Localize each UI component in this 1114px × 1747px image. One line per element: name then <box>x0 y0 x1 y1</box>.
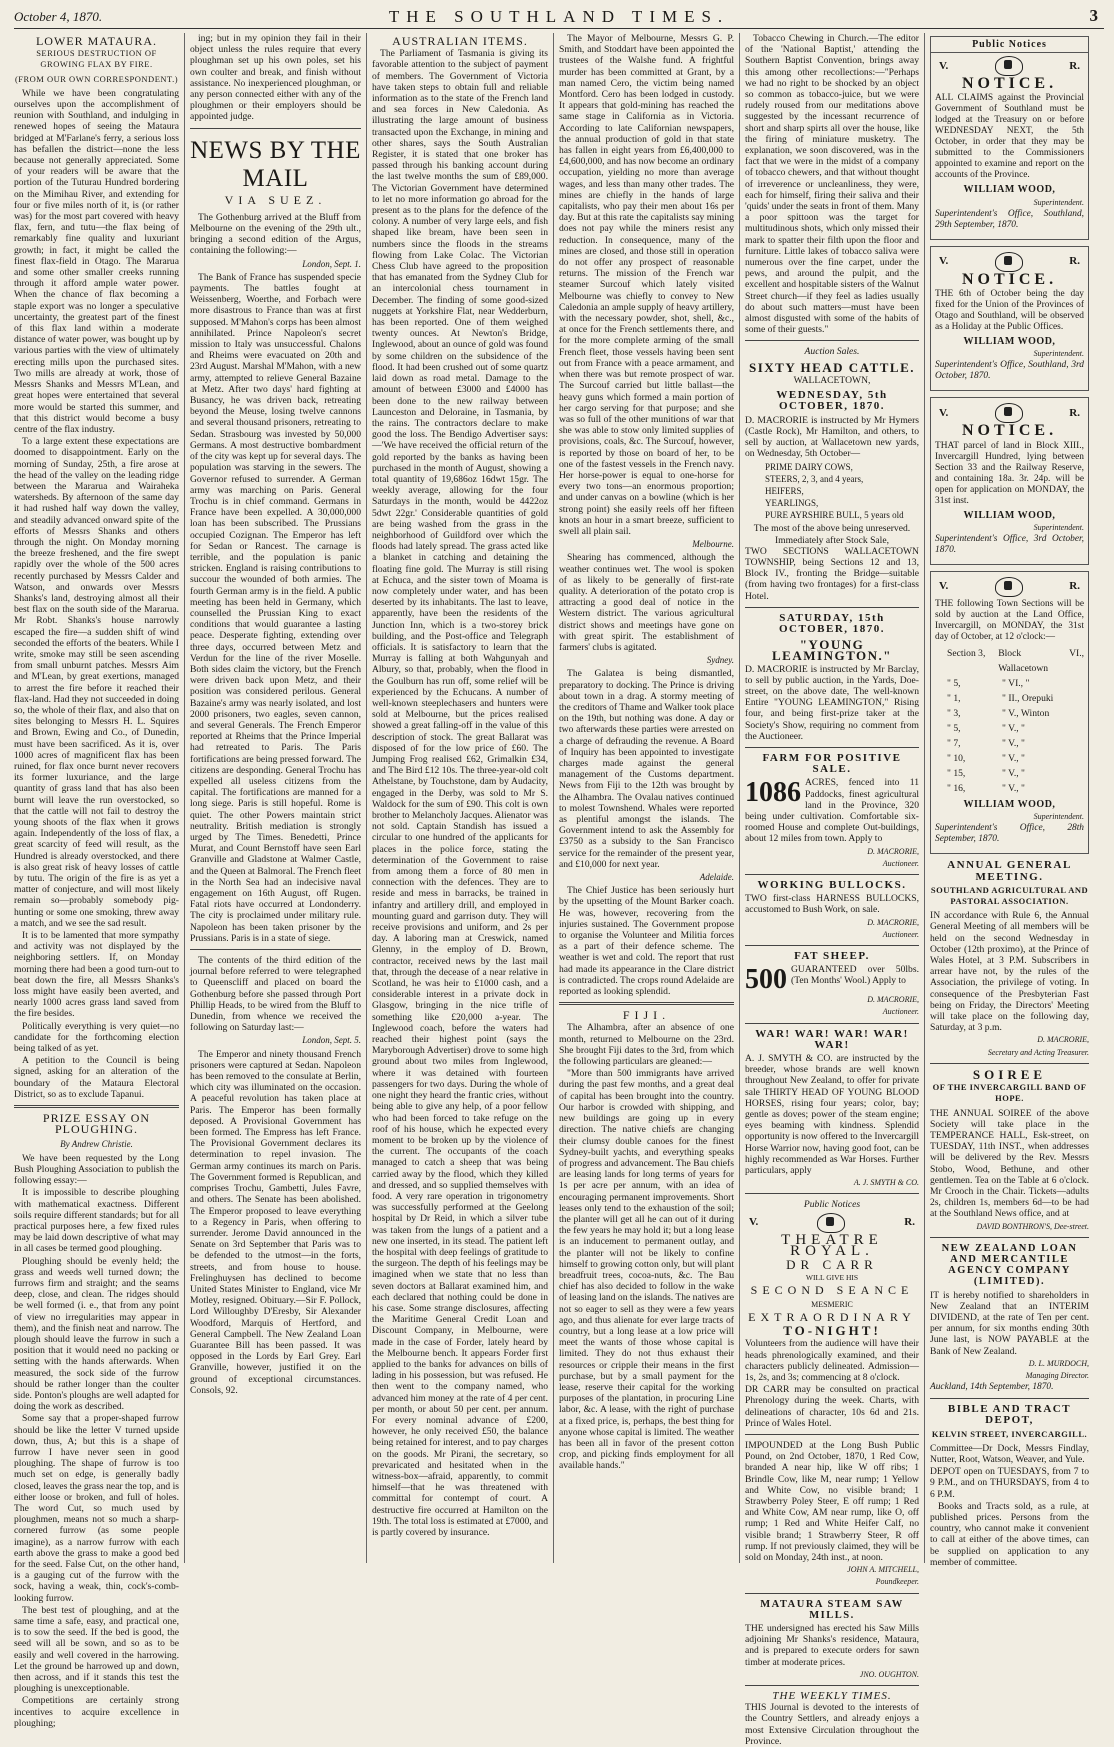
notice-signature: WILLIAM WOOD, <box>963 799 1056 811</box>
paragraph: Ploughing should be evenly held; the grass and weeds well turned down; the furrows firm and straight; and the seams deep, close, and clean. The ridges should be well formed (i. e., that from any point of view no irregularities may appear in them), and the finish neat and narrow. The plough should leave the furrow in such a position that it would need no packing or setting with the hands afterwards. When measured, the sock side of the furrow should be rather longer than the coulter side. Ponton's ploughs are well adapted for doing the work as described. <box>14 1255 179 1413</box>
paragraph: It is impossible to describe ploughing with mathematical exactness. Different soils require different standards; but for all practical purposes here, a few fixed rules may be laid down descriptive of what may in all cases be termed good ploughing. <box>14 1187 179 1255</box>
masthead <box>14 6 1104 29</box>
section-row: " 10, " V., " <box>947 753 1025 765</box>
ad-heading: SOIREE <box>972 1066 1047 1082</box>
ad-text: Books and Tracts sold, as a rule, at published prices. Persons from the country, who cannot make it convenient to call at either of the above times, can be supplied on application to any member of committee. <box>930 1500 1089 1568</box>
paragraph: Tobacco Chewing in Church.—The editor of the 'National Baptist,' attending the Southern Baptist Convention, brings away this among other recollections:—"Perhaps we had no right to be shocked by an object so common as tobacco-juice, but we were rudely roused from our meditations above suggested by the incessant recurrence of short and sharp spirts all over the house, like the firing of miniature musketry. The explanation, we soon discovered, was in the fact that we were in the midst of a company of tobacco chewers, and that without thought of irreverence or uncleanliness, they were, each for himself, firing their saliva and their 'quids' under the seats in front of them. Many a poor spittoon was the target for multitudinous shots, which only missed their mark to spatter their filth upon the floor and furniture. Little lakes of tobacco saliva were numerous over the fine carpet, under the pews, and around the pulpit, and the excellent and hospitable sisters of the Walnut Street church—if they feel as ladies usually do about such matters—must have been almost disgusted with some of the habits of some of their guests." <box>745 33 919 336</box>
ad-text: D. MACRORIE is instructed by Mr Barclay, to sell by public auction, in the Yards, Doe-street, on the above date, The well-known Entire "YOUNG LEAMINGTON," Rising four, and being first-prize taker at the Society's Show, requiring no comment from the Auctioneer. <box>745 663 919 742</box>
farm-ad <box>745 777 919 844</box>
notice-title: NOTICE. <box>961 270 1058 288</box>
dateline: Melbourne. <box>692 539 734 550</box>
ad-line: MESMERIC <box>811 1299 853 1309</box>
section-subtitle: VIA SUEZ. <box>224 192 327 207</box>
ad-place: WALLACETOWN, <box>793 374 871 386</box>
notice-signature-title: Superintendent. <box>1033 197 1084 207</box>
ad-text: DR CARR may be consulted on practical Phrenology during the week. Charts, with delineations of character, 10s 6d and 21s. Prince of Wales Hotel. <box>745 1384 919 1429</box>
ad-signature: JOHN A. MITCHELL, <box>847 1565 919 1575</box>
paragraph: While we have been congratulating ourselves upon the accomplishment of reunion with Southland, and indulging in renewed hopes of seeing the Mataura bridged at M'Farlane's ferry, a serious loss has befallen the district—none the less because not generally appreciated. Some of your readers will be aware that the portion of the Tuturau Hundred bordering on the Mimihau River, and extending for four or five miles north of it, is (or rather was) for the most part covered with heavy flax, fern, and tutu—the flax being of remarkably fine quality and luxuriant growth; in fact, it might be called the finest flax-field in Otago. The Mararua and some other smaller creeks running through it afford ample water power. When the chance of flax becoming a staple export was no longer a speculative uncertainty, the greatest part of the finest of this flax land within a moderate distance of water power, was bought up by various parties with the view of ultimately erecting mills upon the purchased sites. Two mills are already at work, those of Messrs Shanks and Messrs M'Lean, and great hopes were entertained that several more would be started this summer, and that this district would become a busy centre of the flax industry. <box>14 87 179 435</box>
lot-item: PRIME DAIRY COWS, <box>765 462 853 473</box>
ad-signature: JNO. OUGHTON. <box>859 1669 919 1679</box>
notice-box-land <box>930 397 1089 565</box>
paragraph: Politically everything is very quiet—no candidate for the forthcoming election being talked of as yet. <box>14 1020 179 1055</box>
divider <box>745 874 919 875</box>
columns <box>14 33 1104 1747</box>
divider <box>930 1398 1089 1399</box>
ad-heading: MATAURA STEAM SAW MILLS. <box>760 1598 904 1621</box>
notice-signature: WILLIAM WOOD, <box>963 336 1056 348</box>
section-label: Public Notices <box>803 1199 861 1211</box>
sheep-ad <box>745 964 919 996</box>
column-1 <box>14 33 184 1729</box>
ad-heading: ANNUAL GENERAL MEETING. <box>947 859 1072 883</box>
section-row: " 5, " V., " <box>947 723 1025 735</box>
vr-letter: R. <box>1069 406 1080 419</box>
section-row: " 5, " VI., " <box>947 678 1030 690</box>
page-number: 3 <box>1089 6 1098 25</box>
ad-heading: EXTRAORDINARY <box>748 1309 916 1324</box>
divider <box>190 949 361 950</box>
paragraph: "More than 500 immigrants have arrived during the past few months, and a great deal of capital has been brought into the country. Our harbor is crowded with shipping, and new buildings are going up in every direction. The native chiefs are changing their clumsy double canoes for the finest Sydney-built yachts, and everything speaks of progress and advancement. The Bau chiefs are leasing lands for long terms of years for 1s per acre per annum, with an idea of encouraging permanent improvements. Short leases only tend to the exhaustion of the soil; the planter will get all he can out of it during the few years he may hold it; but a long lease is an inducement to permanent outlay, and the planter will not be likely to confine himself to growing cotton only, but will plant breadfruit trees, cocoa-nuts, &c. The Bau chief has also decided to follow in the wake of leasing land on the islands. The natives are not so eager to sell as they were a few years ago, and thus alienate for ever large tracts of country, but a long lease at a low price will meet the wants of those whose capital is limited. They do not thus exhaust their resources or cripple their means in the first purchase, but by a small payment for the lease, reserve their capital for the working purposes of the plantation, in procuring Line labor, &c. A lease, with the right of purchase at a fixed price, is, perhaps, the best thing for anyone whose capital is limited. The weather has been all in favor of the present cotton crop, and picking finds employment for all available hands." <box>559 1068 734 1472</box>
ad-text: IT is hereby notified to shareholders in New Zealand that an INTERIM DIVIDEND, at the rate of Ten per cent. per annum, for six months ending 30th June last, is NOW PAYABLE at the Bank of New Zealand. <box>930 1289 1089 1357</box>
ad-heading: DR CARR <box>786 1257 878 1273</box>
section-row: " 16, " V., " <box>947 783 1025 795</box>
ad-signature-title: Secretary and Acting Treasurer. <box>987 1047 1089 1057</box>
ad-text: TWO first-class HARNESS BULLOCKS, accustomed to Bush Work, on sale. <box>745 893 919 916</box>
column-3 <box>366 33 553 1563</box>
ad-heading: WAR! WAR! WAR! WAR! WAR! <box>755 1027 909 1051</box>
ad-text: A. J. SMYTH & CO. are instructed by the breeder, whose brands are well known throughout New Zealand, to offer for private sale THIRTY HEAD OF YOUNG BLOOD HORSES, rising four years; color, bay; gentle as doves; power of the steam engine; eyes beaming with kindness. Splendid opportunity is now offered to the Invercargill Horse Warrior now, having good foot, can be highly recommended as War Horses. Further particulars, apply <box>745 1053 919 1177</box>
paragraph: We have been requested by the Long Bush Ploughing Association to publish the following essay:— <box>14 1152 179 1187</box>
section-title: NEWS BY THE MAIL <box>190 136 361 192</box>
paragraph: The contents of the third edition of the journal before referred to were telegraphed to Queenscliff and placed on board the Gothenburg before she passed through Port Phillip Heads, to be wired from the Bluff to Dunedin, from whence we received the following on Saturday last:— <box>190 955 361 1034</box>
notice-box-sections <box>930 571 1089 854</box>
ad-heading: SIXTY HEAD CATTLE. <box>748 359 916 375</box>
ad-heading: WORKING BULLOCKS. <box>757 879 907 891</box>
royal-crest-row <box>939 252 1080 272</box>
article-heading: AUSTRALIAN ITEMS. <box>392 34 528 48</box>
lot-item: YEARLINGS, <box>765 498 819 509</box>
notice-signature-title: Superintendent. <box>1033 812 1084 822</box>
paragraph: A petition to the Council is being signed, asking for an alteration of the boundary of the Mataura Electoral District, so as to exclude Tapanui. <box>14 1055 179 1100</box>
ad-heading: BIBLE AND TRACT DEPOT, <box>947 1403 1072 1427</box>
divider <box>745 340 919 341</box>
notice-date: Superintendent's Office, 3rd October, 1870. <box>935 534 1084 556</box>
divider <box>190 128 361 129</box>
ad-signature-title: Auctioneer. <box>882 858 919 868</box>
paragraph: It is to be lamented that more sympathy and activity was not displayed by the neighboring settlers. If, on Monday morning there had been a good turn-out to beat down the fire, all Messrs Shanks's loss might have easily been averted, and nearly 1000 acres grass land saved from the fire besides. <box>14 930 179 1020</box>
ad-heading: TO-NIGHT! <box>783 1323 881 1339</box>
article-heading: LOWER MATAURA. <box>35 34 158 48</box>
ad-text: IMPOUNDED at the Long Bush Public Pound, on 2nd October, 1870, 1 Red Cow, branded A near hip, like W off ribs; 1 Brindle Cow, like M, near rump; 1 Yellow and White Cow, no visible brand; 1 Strawberry Poley Steer, E off rump; 1 Red and White Cow, AM near rump, like O, off rump; 1 Red and White Heifer Calf, no visible brand; 1 Strawberry Steer, R off rump. If not previously claimed, they will be sold on Monday, 24th inst., at noon. <box>745 1439 919 1563</box>
paragraph: The Gothenburg arrived at the Bluff from Melbourne on the evening of the 29th ult., bringing a second edition of the Argus, containing the following:— <box>190 211 361 257</box>
ad-text: THE ANNUAL SOIREE of the above Society will take place in the TEMPERANCE HALL, Esk-street, on TUESDAY, 11th INST., when addresses will be delivered by the Rev. Messrs Stobo, Wood, Bethune, and other gentlemen. Tea on the Table at 6 o'clock. Mr Crooch in the Chair. Tickets—adults 2s, children 1s, members 6d—to be had at the Southland News office, and at <box>930 1107 1089 1220</box>
paragraph: The Emperor and ninety thousand French prisoners were captured at Sedan. Napoleon has been removed to the consulate at Berlin, which city was illuminated on the occasion. A peaceful revolution has taken place at Paris. The Emperor has been formally deposed. A Provisional Government has been formed. The Empress has left France. The Provisional Government declares its determination to repel invasion. The German army continues its march on Paris. The Government formed is Republican, and comprises Trochu, Gambetti, Jules Favre, and others. The Senate has been abolished. The Emperor proposed to leave everything to a Regency in Paris, when offering to surrender. Jerome David announced in the Senate on 3rd September that Paris was to be defended to the utmost—in the forts, streets, and from house to house. Frelinghuysen has declined to become United States Minister to England, vice Mr Motley, resigned. Obituary.—Sir F. Pollock, Lord Willoughby D'Eresby, Sir Alexander Woodford, Marquis of Hertford, and General Campbell. The New Zealand Loan Guarantee Bill has been passed. It was opposed in the Lords by Earl Grey. Earl Granville, however, justified it on the ground of exceptional circumstances. Consols, 92. <box>190 1048 361 1396</box>
issue-date: October 4, 1870. <box>14 9 103 24</box>
dateline: London, Sept. 5. <box>302 1035 361 1046</box>
ad-signature: DAVID BONTHRON'S, Dee-street. <box>976 1221 1089 1231</box>
notice-text: ALL CLAIMS against the Provincial Government of Southland must be lodged at the Treasury on or before WEDNESDAY NEXT, the 5th October, in order that they may be submitted to the Commissioners appointed to examine and report on the accounts of the Province. <box>935 93 1084 181</box>
article-heading: FIJI. <box>622 1008 671 1023</box>
vr-letter: V. <box>749 1216 759 1229</box>
dateline: Adelaide. <box>699 872 734 883</box>
notice-signature-title: Superintendent. <box>1033 349 1084 359</box>
divider <box>745 1023 919 1024</box>
article-subheading: SERIOUS DESTRUCTION OF GROWING FLAX BY FIRE. <box>36 48 157 70</box>
divider <box>14 1105 179 1108</box>
column-4 <box>553 33 739 1563</box>
ad-note: Immediately after Stock Sale, <box>774 534 890 546</box>
notice-signature: WILLIAM WOOD, <box>963 184 1056 196</box>
lot-item: HEIFERS, <box>765 486 804 497</box>
royal-crest-icon <box>995 252 1023 272</box>
correspondent-line: (FROM OUR OWN CORRESPONDENT.) <box>14 73 179 84</box>
ad-signature-title: Auctioneer. <box>882 929 919 939</box>
ad-date: Auckland, 14th September, 1870. <box>930 1382 1054 1393</box>
notice-box-claims <box>930 36 1089 240</box>
paragraph: The Bank of France has suspended specie payments. The battles fought at Weissenberg, Woerthe, and Forbach were more disastrous to France than was at first supposed. M'Mahon's corps has been almost annihilated. Prince Napoleon's secret mission to Italy was unsuccessful. Chalons and Rheims were evacuated on 20th and 23rd August. Marshal M'Mahon, with a new army, attempted to relieve General Bazaine at Metz. After two days' hard fighting at Busancy, he was driven back, retreating beyond the Meuse, losing twelve cannons and several thousand prisoners, retreating to Sedan. Strasbourg was invested by 50,000 Germans. A most destructive bombardment of the city was kept up for several days. The population was starving in the sewers. The Governor refused to surrender. A German army was marching on Paris. General Trochu is in chief command. Germans in France have been expelled. A 30,000,000 loan has been subscribed. The Prussians occupied Cozignan. The Emperor has left for Sedan or Rancest. The carnage is terrible, and the population is panic stricken. England is raising contributions to succour the wounded of both armies. The fourth German army is in the field. A public meeting has been held in Germany, which counselled the Prussian King to exact conditions that would guarantee a lasting peace. Desperate fighting, extending over three days, occurred between Metz and Verdun for the line of the river Moselle. Both sides claim the victory, but the French were driven back upon Metz, and their position was considered perilous. General Bazaine's army was nearly isolated, and lost 2000 prisoners, two eagles, seven cannon, and several Generals. The French Emperor reported at Rheims that the Prince Imperial had retreated to Paris. The Paris fortifications are being pressed forward. The citizens are desponding. General Trochu has expelled all useless citizens from the capital. The fortifications are manned for a long siege. Paris is still hopeful. Rome is quiet. The other Powers maintain strict neutrality. British mediation is strongly urged by The Times. Benedetti, Prince Murat, and Count Bernstoff have seen Earl Granville and Gladstone at Walmer Castle, and the Queen at Balmoral. The French fleet in the North Sea had an indecisive naval engagement on 16th August, off Rugen. Fatal riots have occurred at Londonderry. The city is proclaimed under military rule. Napoleon has been taken prisoner by the Prussians. Paris is in a state of siege. <box>190 271 361 944</box>
ad-text: D. MACRORIE is instructed by Mr Hymers (Castle Rock), Mr Hamilton, and others, to sell by auction, at Wallacetown new yards, on Wednesday, 5th October— <box>745 414 919 460</box>
notice-date: Superintendent's Office, Southland, 29th September, 1870. <box>935 208 1084 230</box>
ad-text: IN accordance with Rule 6, the Annual General Meeting of all members will be held on the second Wednesday in October (12th proximo), at the Prince of Wales Hotel, at 3 P.M. Subscribers in arrear have not, by the rules of the Association, the privilege of voting. In consequence of the Presbyterian Fast being on Friday, the Directors' Meeting will take place on the following day, Saturday, at 3 p.m. <box>930 910 1089 1034</box>
royal-crest-icon <box>995 56 1023 76</box>
ad-signature: D. MACRORIE, <box>867 917 919 927</box>
notice-date: Superintendent's Office, Southland, 3rd October, 1870. <box>935 360 1084 382</box>
paragraph: Competitions are certainly strong incentives to acquire excellence in ploughing; <box>14 1695 179 1729</box>
paragraph: The Mayor of Melbourne, Messrs G. P. Smith, and Stoddart have been appointed the trustees of the Walshe fund. A frightful murder has been committed at Grant, by a man named Cero, the victim being named Montford. Cero has been lodged in custody. It appears that gold-mining has reached the same stage in California as in Victoria. According to late Californian newspapers, the annual production of gold in that state has fallen in eight years from £6,400,000 to £4,600,000, and has now become an ordinary occupation, yielding no more than average wages, and less than many other trades. The mines are chiefly in the hands of large capitalists, who pay their men about 16s per day. But at this rate the capitalists say mining does not pay while the miners resist any reduction. In consequence, many of the mines are closed, and those still in operation do not offer any prospect of reasonable returns. The mission of the French war steamer Surcouf which lately visited Melbourne was chiefly to convey to New Caledonia an ample supply of heavy artillery, with the necessary powder, shot, shell, &c., at once for the French settlements there, and for the more complete arming of the small French fleet, those vessels having been sent out from France with a peace armament, and when there was but remote prospect of war. The Surcouf carried but little ballast—the heavy guns which formed a main portion of her cargo serving for that purpose; and she was so full of the other munitions of war that she was able to stow only limited supplies of provisions, coals, &c. The Surcouf, however, is reported by those on board of her, to be one of the fastest vessels in the French navy. Her horse-power is equal to one-horse for every two tons—an enormous proportion; and under canvas on a bowline (which is her strong point) she easily reels off her fifteen knots an hour in a smart breeze, sufficient to swell all plain sail. <box>559 33 734 537</box>
column-6 <box>924 33 1094 1568</box>
notice-title: NOTICE. <box>961 422 1058 440</box>
ad-text: GUARANTEED over 50lbs. (Ten Months' Wool.) Apply to <box>791 964 919 987</box>
ad-text: ACRES, fenced into 11 Paddocks, finest agricultural land in the Province, 320 being under cultivation. Comfortable six-roomed House and complete Out-buildings, about 12 miles from town. Apply to <box>745 777 919 845</box>
section-row: " 7, " V., " <box>947 738 1025 750</box>
vr-letter: V. <box>939 406 949 419</box>
divider <box>930 1063 1089 1064</box>
notice-signature-title: Superintendent. <box>1033 522 1084 532</box>
divider <box>745 1685 919 1686</box>
paragraph: The best test of ploughing, and at the same time a safe, easy, and practical one, is to sow the seed. If the bed is good, the seed will all be sown, and so as to be easily and well covered in the harrowing. Let the ground be harrowed up and down, then across, and if it stands this test the ploughing is unexceptionable. <box>14 1604 179 1695</box>
notice-box-holiday <box>930 246 1089 392</box>
royal-crest-row <box>749 1213 915 1233</box>
section-row: " 3, " V., Winton <box>947 708 1050 720</box>
ad-text: DEPOT open on TUESDAYS, from 7 to 9 P.M., and on THURSDAYS, from 4 to 6 P.M. <box>930 1466 1089 1500</box>
divider <box>745 1593 919 1594</box>
ad-signature: D. L. MURDOCH, <box>1028 1358 1089 1368</box>
ad-heading: THE WEEKLY TIMES. <box>772 1689 892 1702</box>
paragraph: The Alhambra, after an absence of one month, returned to Melbourne on the 23rd. She brought Fiji dates to the 3rd, from which the following particulars are gleaned:— <box>559 1022 734 1068</box>
royal-crest-row <box>939 56 1080 76</box>
lot-list <box>765 461 919 521</box>
ad-text: THE undersigned has erected his Saw Mills adjoining Mr Shanks's residence, Mataura, and is prepared to execute orders for sawn timber at moderate prices. <box>745 1622 919 1668</box>
paragraph: ing; but in my opinion they fail in their object unless the rules require that every ploughman set up his own poles, set his own coulter and break, and finish without assistance. No inexperienced ploughman, or any person connected either with any of the ploughmen or their employers should be appointed judge. <box>190 33 361 123</box>
royal-crest-icon <box>817 1213 845 1233</box>
vr-letter: V. <box>939 580 949 593</box>
paragraph: The Parliament of Tasmania is giving its favorable attention to the subject of payment of members. The Government of Victoria have taken steps to obtain full and reliable information as to the state of the French land and sea forces in New Caledonia. As illustrating the large amount of business transacted upon the Exchange, in mining and other shares, says the South Australian Register, it is stated that one broker has passed through his banking account during the last twelve months the sum of £89,000. The Victorian Government have determined to let no more information go abroad for the present as to the plans for the defence of the colony. A number of very large eels, and fish shaped like bream, have been seen in numbers since the floods in the streams flowing from Lake Colac. The Victorian Chess Club have agreed to the proposition that has emanated from the Sydney Club for an intercolonial chess tournament in December. The finding of some good-sized nuggets at Yorkshire Flat, near Wedderburn, has been reported. One of them weighed twenty ounces. At Newton's Bridge, Inglewood, about an ounce of gold was found by some children on the subsidence of the flood. It had been crushed out of some quartz laid down as road metal. Damage to the amount of between £3000 and £4000 has been done to the new railway between Launceston and Deloraine, in Tasmania, by the rains. The contractors declare to make good the loss. The Bendigo Advertiser says:—'We have received the official return of the gold reported by the banks as having been purchased in the month of August, showing a total quantity of 19,686oz 16dwt 15gr. The weekly average, allowing for the four Saturdays in the month, would be 4422oz 5dwt 22gr.' Considerable quantities of gold are being washed from the grass in the neighborhood of Guildford over which the floods had lately spread. The grass acted like a blanket in catching and detaining the floating fine gold. The Murray is still rising at Echuca, and the sister town of Moama is now completely under water, and has been deserted by its inhabitants. The last to leave, apparently, have been the residents of the Junction Inn, which is a two-storey brick building, and the Post-office and Telegraph officials. It is satisfactory to learn that the Murray is falling at both Wahgunyah and Albury, so that, probably, when the flood in the Goulburn has run off, some relief will be experienced by the Echucans. A number of well-known steeplechasers and hunters were sold at Melbourne, but the prices realised showed a great falling-off in the value of this description of stock. The great Ballarat was disposed of for the low price of £60. The Jumping Frog realised £62, Grimalkin £34, and The Bird £12 10s. The three-year-old colt Athelstane, by Touchstone, dam by Audacity, engaged in the Derby, was sold to Mr S. Waldock for the sum of £90. This colt is own brother to Melancholy Jacques. Alienator was not sold. Captain Standish has issued a circular to one hundred of the applicants for places in the police force, stating the determination of the Government to raise from among them a force of 80 men in connection with the defences. They are to reside and mess in barracks, be trained in infantry and artillery drill, and employed in mounting guard and garrison duty. They will receive provisions and uniform, and 2s per day. A laboring man at Creswick, named Glenny, in the employ of D. Brown, contractor, received news by the last mail that, through the decease of a near relative in Scotland, he was heir to £1000 cash, and a considerable interest in a private dock in Glasgow, bringing in the nice trifle of something like £20,000 a-year. The Inglewood coach, before the waters had reached their highest point (says the Maryborough Advertiser) drove to some high ground about two miles from Inglewood, where it was detained with fourteen passengers for two days. During the whole of one night they heard the frantic cries, without being able to give any help, of a poor fellow who had been forced to take refuge on the roof of his house, which he expected every moment to be broken up by the violence of the current. The occupants of the coach managed to catch a sheep that was being carried away by the flood, which they killed and dressed, and so supplied themselves with food. A very rare operation in trigonometry was successfully performed at the Geelong hospital by Dr Reid, in which a silver tube was taken from the lungs of a patient and a new one inserted, in its stead. The patient left the hospital with deep feelings of gratitude to the surgeon. The depth of his feelings may be imagined when we state that no less than seven doctors at Ballarat examined him, and each declared that nothing could be done in his case. Some strange disclosures, affecting the Maritime General Credit Loan and Discount Company, in Melbourne, were made in the case of Forder, lately heard by the Melbourne bench. It appears Forder first applied to the banks for advances on bills of lading in his possession, but was refused. He then went to the company named, who advanced him money at the rate of 4 per cent. per month, or about 50 per cent. per annum. For every nominal advance of £200, however, he only received £50, the balance being retained for interest, and to pay charges on the goods. Mr Pirani, the secretary, so prevaricated and hesitated when in the witness-box—afraid, apparently, to commit himself—that he was threatened with committal for contempt of court. A destructive fire occurred at Hamilton on the 19th. The total loss is estimated at £7000, and is partly covered by insurance. <box>372 48 548 1539</box>
ad-date: SATURDAY, 15th OCTOBER, 1870. <box>778 611 886 635</box>
ad-signature: D. MACRORIE, <box>867 846 919 856</box>
ad-date: WEDNESDAY, 5th OCTOBER, 1870. <box>776 389 888 413</box>
vr-letter: R. <box>904 1216 915 1229</box>
vr-letter: V. <box>939 59 949 72</box>
divider <box>930 1237 1089 1238</box>
ad-signature: A. J. SMYTH & CO. <box>853 1178 919 1188</box>
ad-signature: D. MACRORIE, <box>867 995 919 1005</box>
paragraph: Shearing has commenced, although the weather continues wet. The wool is spoken of as likely to be generally of first-rate quality. A deterioration of the potato crop is attracting a good deal of notice in the Western district. The various agricultural district shows and meetings have gone on with great spirit. The establishment of farmers' clubs is agitated. <box>559 552 734 653</box>
lot-item: STEERS, 2, 3, and 4 years, <box>765 474 864 485</box>
ad-subheading: SOUTHLAND AGRICULTURAL AND PASTORAL ASSOCIATION. <box>930 884 1089 907</box>
ad-signature-title: Auctioneer. <box>882 1007 919 1017</box>
divider <box>745 747 919 748</box>
ad-heading: SECOND SEANCE <box>750 1283 914 1298</box>
dateline: Sydney. <box>706 655 734 666</box>
divider <box>745 607 919 608</box>
divider <box>745 1193 919 1194</box>
paragraph: The Galatea is being dismantled, preparatory to docking. The Prince is driving about town in a drag. A stormy meeting of the creditors of Thame and Walker took place on the 19th, but nothing was done. A day or two afterwards these parties were arrested on a charge of defrauding the revenue. A Board of Inquiry has been appointed to investigate charges made against the general management of the Customs department. News from Fiji to the 12th was brought by the Alhambra. The Ovalau natives continued to molest Townshend. Whales were reported as plentiful amongst the islands. The Government intend to ask the Assembly for £3750 as a subsidy to the San Francisco service for the remainder of the present year, and £10,000 for next year. <box>559 668 734 870</box>
acreage-number: 1086 <box>745 777 801 809</box>
ad-heading: NEW ZEALAND LOAN AND MERCANTILE AGENCY COMPANY (LIMITED). <box>941 1242 1078 1288</box>
notice-text: THAT parcel of land in Block XIII., Invercargill Hundred, lying between Section 33 and the Railway Reserve, and containing 18a. 3r. 24p. will be open for application on MONDAY, the 31st inst. <box>935 440 1084 506</box>
divider <box>745 1434 919 1435</box>
paragraph: The Chief Justice has been seriously hurt by the upsetting of the Mount Barker coach. He was, however, recovering from the injuries sustained. The Government propose to organise the Volunteer and Militia forces as a part of their defence scheme. The weather is wet and cold. The report that rust had made its appearance in the Clare district is contradicted. The crops round Adelaide are reported as looking splendid. <box>559 885 734 998</box>
ad-text: THIS Journal is devoted to the interests of the Country Settlers, and already enjoys a most Extensive Circulation throughout the Province. <box>745 1702 919 1747</box>
section-row: Section 3, Block VI., Wallacetown <box>947 648 1084 675</box>
ad-line: WILL GIVE HIS <box>805 1273 859 1283</box>
section-row: " 1, " II., Orepuki <box>947 693 1054 705</box>
ad-signature: D. MACRORIE, <box>1037 1035 1089 1045</box>
royal-crest-row <box>939 577 1080 597</box>
vr-letter: V. <box>939 255 949 268</box>
divider <box>745 945 919 946</box>
ad-heading: FAT SHEEP. <box>794 950 870 963</box>
column-5 <box>739 33 924 1747</box>
dateline: London, Sept. 1. <box>302 258 361 269</box>
vr-letter: R. <box>1069 255 1080 268</box>
ad-subheading: OF THE INVERCARGILL BAND OF HOPE. <box>932 1082 1087 1104</box>
section-row: " 15, " V., " <box>947 768 1025 780</box>
newspaper-title: THE SOUTHLAND TIMES. <box>388 7 730 26</box>
column-2 <box>184 33 366 1563</box>
section-label: Public Notices <box>931 37 1088 53</box>
royal-crest-row <box>939 403 1080 423</box>
vr-letter: R. <box>1069 580 1080 593</box>
divider <box>559 1002 734 1005</box>
royal-crest-icon <box>995 577 1023 597</box>
vr-letter: R. <box>1069 59 1080 72</box>
paragraph: To a large extent these expectations are doomed to disappointment. Early on the morning of Sunday, 25th, a fire arose at the head of the valley on the leading ridge between the Mararua and Wairaheka watersheds. By afternoon of the same day it had rushed half way down the valley, and steadily advanced onward spite of the efforts of Messrs Shanks and others through the night. On Monday morning the breeze freshened, and the fire swept rapidly over the whole of the 500 acres recently purchased by Messrs Calder and Watson, and onwards over Messrs Shanks's land, destroying almost all their best flax on the south side of the Mararua. Mr Robt. Shanks's house narrowly escaped the fire—a sudden shift of wind seconded the efforts of the beaters. While I write, smoke may still be seen ascending from small unburnt patches. Messrs Aim and M'Lean, by great exertions, managed to arrest the fire before it reached their flax-land. Had they not succeeded in doing so, the whole of their flax, and also that on sites belonging to Messrs H. L. Squires and Brown, Ewing and Co., of Dunedin, must have been sacrificed. As it is, over 1000 acres of magnificent flax has been ruined, for flax once burnt never recovers its former luxuriance, and the large quantity of grass land that has also been burnt will leave the run overstocked, so that the cattle will not fail to destroy the young shoots of the flax when it grows again. Independently of the loss of flax, a great scarcity of feed will result, as the Hundred is already overstocked, and there is also great risk of heavy losses of cattle by tutu. The origin of the fire is as yet a matter of conjecture, and will most likely remain so—probably somebody pig-hunting or some one smoking, threw away a match, and we see the sad result. <box>14 436 179 929</box>
lot-item: PURE AYRSHIRE BULL, 5 years old <box>765 510 904 521</box>
ad-heading: THEATRE ROYAL. <box>781 1231 883 1259</box>
notice-text: THE 6th of October being the day fixed for the Union of the Provinces of Otago and Southland, will be observed as a Holiday at the Public Offices. <box>935 289 1084 333</box>
ad-heading: "YOUNG LEAMINGTON." <box>772 637 892 664</box>
ad-heading: FARM FOR POSITIVE SALE. <box>762 751 902 776</box>
sheep-number: 500 <box>745 964 787 996</box>
byline: By Andrew Christie. <box>60 1138 133 1149</box>
notice-signature: WILLIAM WOOD, <box>963 509 1056 521</box>
ad-signature-title: Managing Director. <box>1025 1370 1089 1380</box>
notice-text: THE following Town Sections will be sold by auction at the Land Office, Invercargill, on MONDAY, the 31st day of October, at 12 o'clock:— <box>935 599 1084 643</box>
paragraph: Some say that a proper-shaped furrow should be like the letter V turned upside down, thus, A; but this is a shape of furrow I have never seen in good ploughing. The shape of furrow is too much set on edge, is generally badly closed, leaves the grass near the top, and is either loose or broken, and full of holes. The word Cut, so much used by ploughmen, means not so much a sharp-cornered furrow (as some people imagine), as a narrow furrow with each earth above the grass to make a good bed for the seed. False Cut, on the other hand, is a gauging cut of the furrow with the sock, having a weak, thin, cock's-comb-looking furrow. <box>14 1413 179 1604</box>
ad-note: The most of the above being unreserved. <box>753 523 911 535</box>
ad-signature-title: Poundkeeper. <box>875 1577 919 1587</box>
section-label: Auction Sales. <box>804 346 860 358</box>
sections-list <box>935 646 1084 796</box>
ad-subheading: KELVIN STREET, INVERCARGILL. <box>931 1428 1088 1439</box>
royal-crest-icon <box>995 403 1023 423</box>
article-heading: PRIZE ESSAY ON PLOUGHING. <box>42 1111 151 1137</box>
notice-title: NOTICE. <box>961 75 1058 93</box>
ad-text: Volunteers from the audience will have their heads phrenologically examined, and their characters publicly delineated. Admission—1s, 2s, and 3s; commencing at 8 o'clock. <box>745 1338 919 1383</box>
notice-date: Superintendent's Office, 28th September, 1870. <box>935 823 1084 845</box>
ad-text: TWO SECTIONS WALLACETOWN TOWNSHIP, being Sections 12 and 13, Block IV., fronting the Bridge—suitable (from having two frontages) for a first-class Hotel. <box>745 545 919 602</box>
ad-text: Committee—Dr Dock, Messrs Findlay, Nutter, Root, Watson, Weaver, and Yule. <box>930 1442 1089 1465</box>
